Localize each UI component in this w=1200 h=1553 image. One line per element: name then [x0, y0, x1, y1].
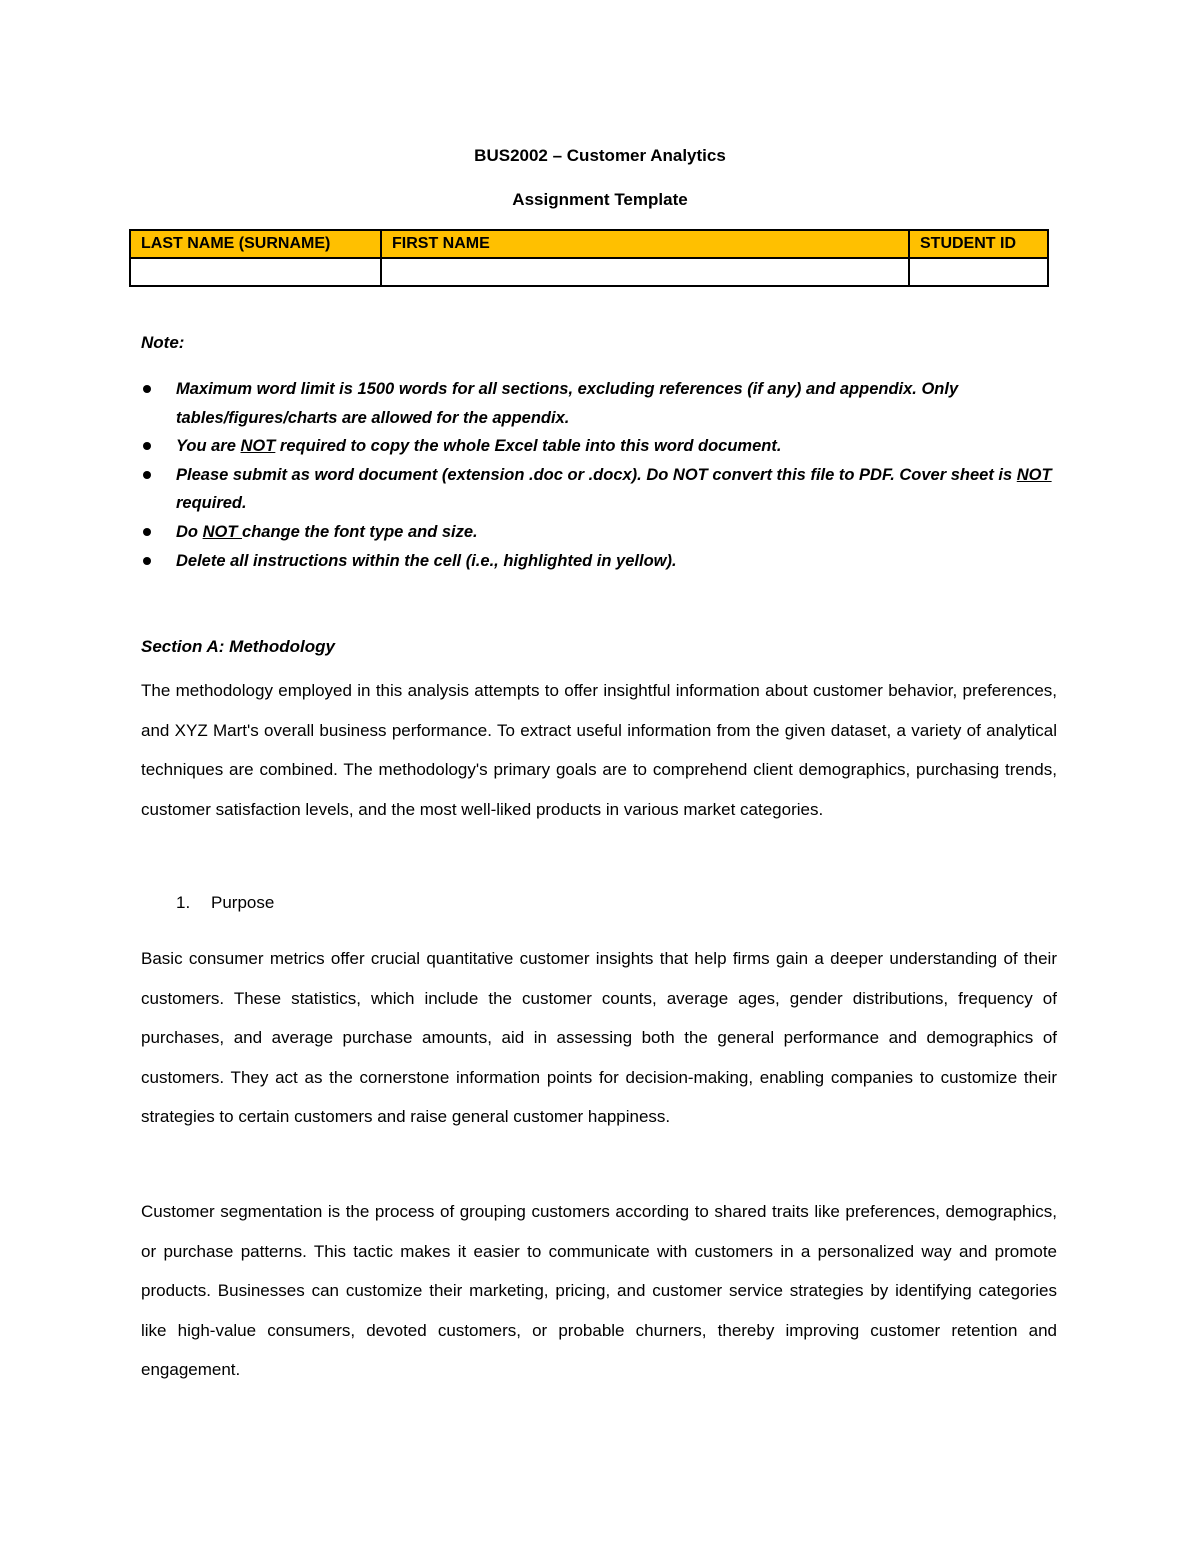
- column-student-id: STUDENT ID: [909, 230, 1048, 258]
- last-name-cell[interactable]: [130, 258, 381, 286]
- note-item: Maximum word limit is 1500 words for all sections, excluding references (if any) and appendix. Only tables/figures/charts are allowed for the appendix.: [141, 375, 1057, 432]
- note-item: Do NOT change the font type and size.: [141, 518, 1057, 547]
- column-first-name: FIRST NAME: [381, 230, 909, 258]
- student-id-cell[interactable]: [909, 258, 1048, 286]
- section-a-heading: Section A: Methodology: [141, 637, 335, 656]
- bullet-icon: [143, 385, 151, 393]
- notes-list: [141, 375, 1057, 575]
- student-info-table: [129, 229, 1049, 287]
- note-label: Note:: [141, 333, 185, 352]
- bullet-icon: [143, 471, 151, 479]
- consumer-metrics-paragraph: Basic consumer metrics offer crucial quantitative customer insights that help firms gain a deeper understanding of their customers. These statistics, which include the customer counts, average ages, gender distributions, frequency of purchases, and average purchase amounts, aid in assessing both the general performance and demographics of customers. They act as the cornerstone information points for decision-making, enabling companies to customize their strategies to certain customers and raise general customer happiness.: [141, 949, 1057, 1126]
- bullet-icon: [143, 557, 151, 565]
- item-number: 1.: [176, 893, 191, 912]
- note-item: Please submit as word document (extension .doc or .docx). Do NOT convert this file to PDF. Cover sheet is NOT required.: [141, 461, 1057, 518]
- document-subtitle: Assignment Template: [512, 190, 688, 209]
- first-name-cell[interactable]: [381, 258, 909, 286]
- bullet-icon: [143, 442, 151, 450]
- document-title: BUS2002 – Customer Analytics: [474, 146, 726, 165]
- note-item: You are NOT required to copy the whole Excel table into this word document.: [141, 432, 1057, 461]
- student-table-entry-row: [130, 258, 1048, 286]
- bullet-icon: [143, 528, 151, 536]
- methodology-intro-paragraph: The methodology employed in this analysis attempts to offer insightful information about customer behavior, preferences, and XYZ Mart's overall business performance. To extract useful information from the given dataset, a variety of analytical techniques are combined. The methodology's primary goals are to comprehend client demographics, purchasing trends, customer satisfaction levels, and the most well-liked products in various market categories.: [141, 681, 1057, 819]
- column-last-name: LAST NAME (SURNAME): [130, 230, 381, 258]
- segmentation-paragraph: Customer segmentation is the process of grouping customers according to shared traits like preferences, demographics, or purchase patterns. This tactic makes it easier to communicate with customers in a personalized way and promote products. Businesses can customize their marketing, pricing, and customer service strategies by identifying categories like high-value consumers, devoted customers, or probable churners, thereby improving customer retention and engagement.: [141, 1202, 1057, 1379]
- note-item: Delete all instructions within the cell (i.e., highlighted in yellow).: [141, 547, 1057, 576]
- numbered-item-purpose: [176, 893, 274, 913]
- student-table-header-row: [130, 230, 1048, 258]
- item-label: Purpose: [211, 893, 275, 912]
